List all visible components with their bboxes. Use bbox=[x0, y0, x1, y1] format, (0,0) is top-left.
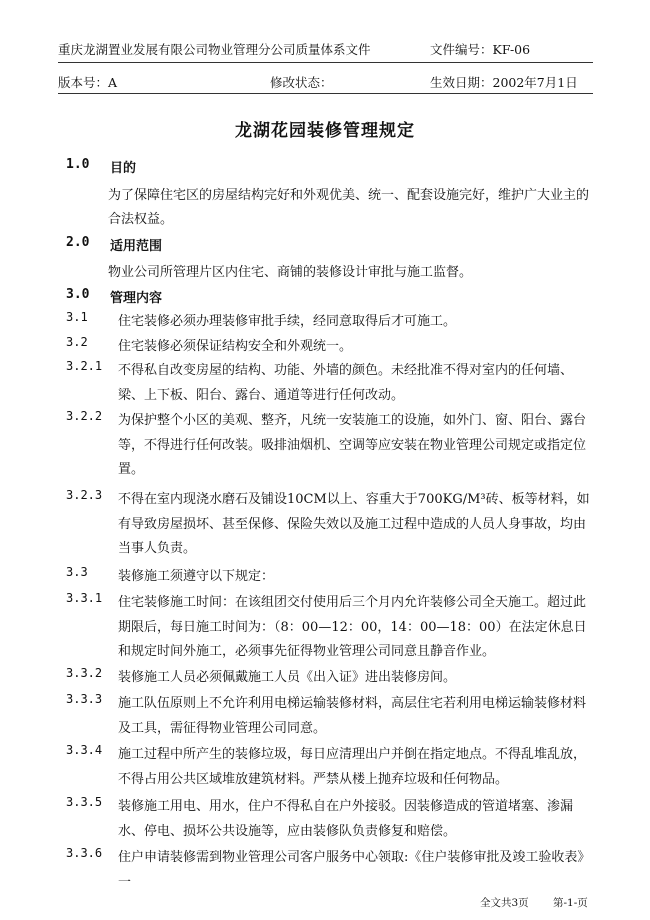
clause-number: 3.3.5 bbox=[66, 795, 103, 809]
clause-text: 住宅装修必须办理装修审批手续，经同意取得后才可施工。 bbox=[118, 314, 457, 329]
clause-text: 不得私自改变房屋的结构、功能、外墙的颜色。未经批准不得对室内的任何墙、梁、上下板、阳台、露台、通道等进行任何改动。 bbox=[118, 363, 574, 403]
clause-text: 不得在室内现浇水磨石及铺设10CM以上、容重大于700KG/M³砖、板等材料，如有导致房屋损坏、甚至保修、保险失效以及施工过程中造成的人员人身事故，均由当事人负责。 bbox=[118, 492, 590, 556]
clause-text: 装修施工用电、用水，住户不得私自在户外接驳。因装修造成的管道堵塞、渗漏水、停电、损坏公共设施等，应由装修队负责修复和赔偿。 bbox=[118, 799, 574, 839]
section-1-line-1: 为了保障住宅区的房屋结构完好和外观优美、统一、配套设施完好，维护广大业主的 bbox=[108, 188, 590, 203]
clause-number: 3.3 bbox=[66, 565, 88, 579]
clause-text: 为保护整个小区的美观、整齐，凡统一安装施工的设施，如外门、窗、阳台、露台等，不得进行任何改装。吸排油烟机、空调等应安装在物业管理公司规定或指定位置。 bbox=[118, 413, 587, 477]
clause-number: 3.3.4 bbox=[66, 743, 103, 757]
section-number: 3.0 bbox=[66, 287, 90, 302]
clause-text: 装修施工须遵守以下规定： bbox=[118, 569, 275, 584]
header-divider-1 bbox=[58, 62, 593, 63]
clause-number: 3.2 bbox=[66, 335, 88, 349]
clause-text: 住宅装修施工时间：在该组团交付使用后三个月内允许装修公司全天施工。超过此期限后，每日施工时间为：（8：00—12：00，14：00—18：00）在法定休息日和规定时间外施工，必须事先征得物业管理公司同意且静音作业。 bbox=[118, 595, 587, 659]
section-title: 目的 bbox=[110, 161, 137, 176]
page-total: 全文共3页 bbox=[480, 897, 529, 909]
section-1-line-2: 合法权益。 bbox=[108, 212, 174, 227]
section-2-line-1: 物业公司所管理片区内住宅、商铺的装修设计审批与施工监督。 bbox=[108, 265, 473, 280]
clause-number: 3.2.3 bbox=[66, 488, 103, 502]
clause-number: 3.3.1 bbox=[66, 591, 103, 605]
clause-number: 3.3.3 bbox=[66, 692, 103, 706]
clause-text: 施工过程中所产生的装修垃圾，每日应清理出户并倒在指定地点。不得乱堆乱放，不得占用公共区域堆放建筑材料。严禁从楼上抛弃垃圾和任何物品。 bbox=[118, 747, 587, 787]
clause-number: 3.3.6 bbox=[66, 846, 103, 860]
clause-number: 3.2.2 bbox=[66, 409, 103, 423]
document-number: 文件编号：KF-06 bbox=[430, 42, 531, 57]
section-number: 1.0 bbox=[66, 157, 90, 172]
version-number: 版本号：A bbox=[58, 75, 118, 90]
clause-number: 3.3.2 bbox=[66, 666, 103, 680]
company-document-label: 重庆龙湖置业发展有限公司物业管理分公司质量体系文件 bbox=[58, 42, 371, 57]
header-divider-2 bbox=[58, 93, 593, 94]
section-title: 适用范围 bbox=[110, 239, 163, 254]
clause-text: 装修施工人员必须佩戴施工人员《出入证》进出装修房间。 bbox=[118, 670, 457, 685]
clause-number: 3.1 bbox=[66, 310, 88, 324]
clause-text: 住宅装修必须保证结构安全和外观统一。 bbox=[118, 339, 353, 354]
revision-status: 修改状态： bbox=[270, 75, 333, 90]
section-title: 管理内容 bbox=[110, 291, 163, 306]
effective-date: 生效日期：2002年7月1日 bbox=[430, 75, 578, 90]
clause-text: 住户申请装修需到物业管理公司客户服务中心领取:《住户装修审批及竣工验收表》一 bbox=[118, 850, 591, 890]
page-title: 龙湖花园装修管理规定 bbox=[235, 121, 415, 141]
clause-number: 3.2.1 bbox=[66, 359, 103, 373]
page-number: 第-1-页 bbox=[553, 897, 588, 909]
clause-text: 施工队伍原则上不允许利用电梯运输装修材料，高层住宅若利用电梯运输装修材料及工具，需征得物业管理公司同意。 bbox=[118, 696, 587, 736]
section-number: 2.0 bbox=[66, 235, 90, 250]
